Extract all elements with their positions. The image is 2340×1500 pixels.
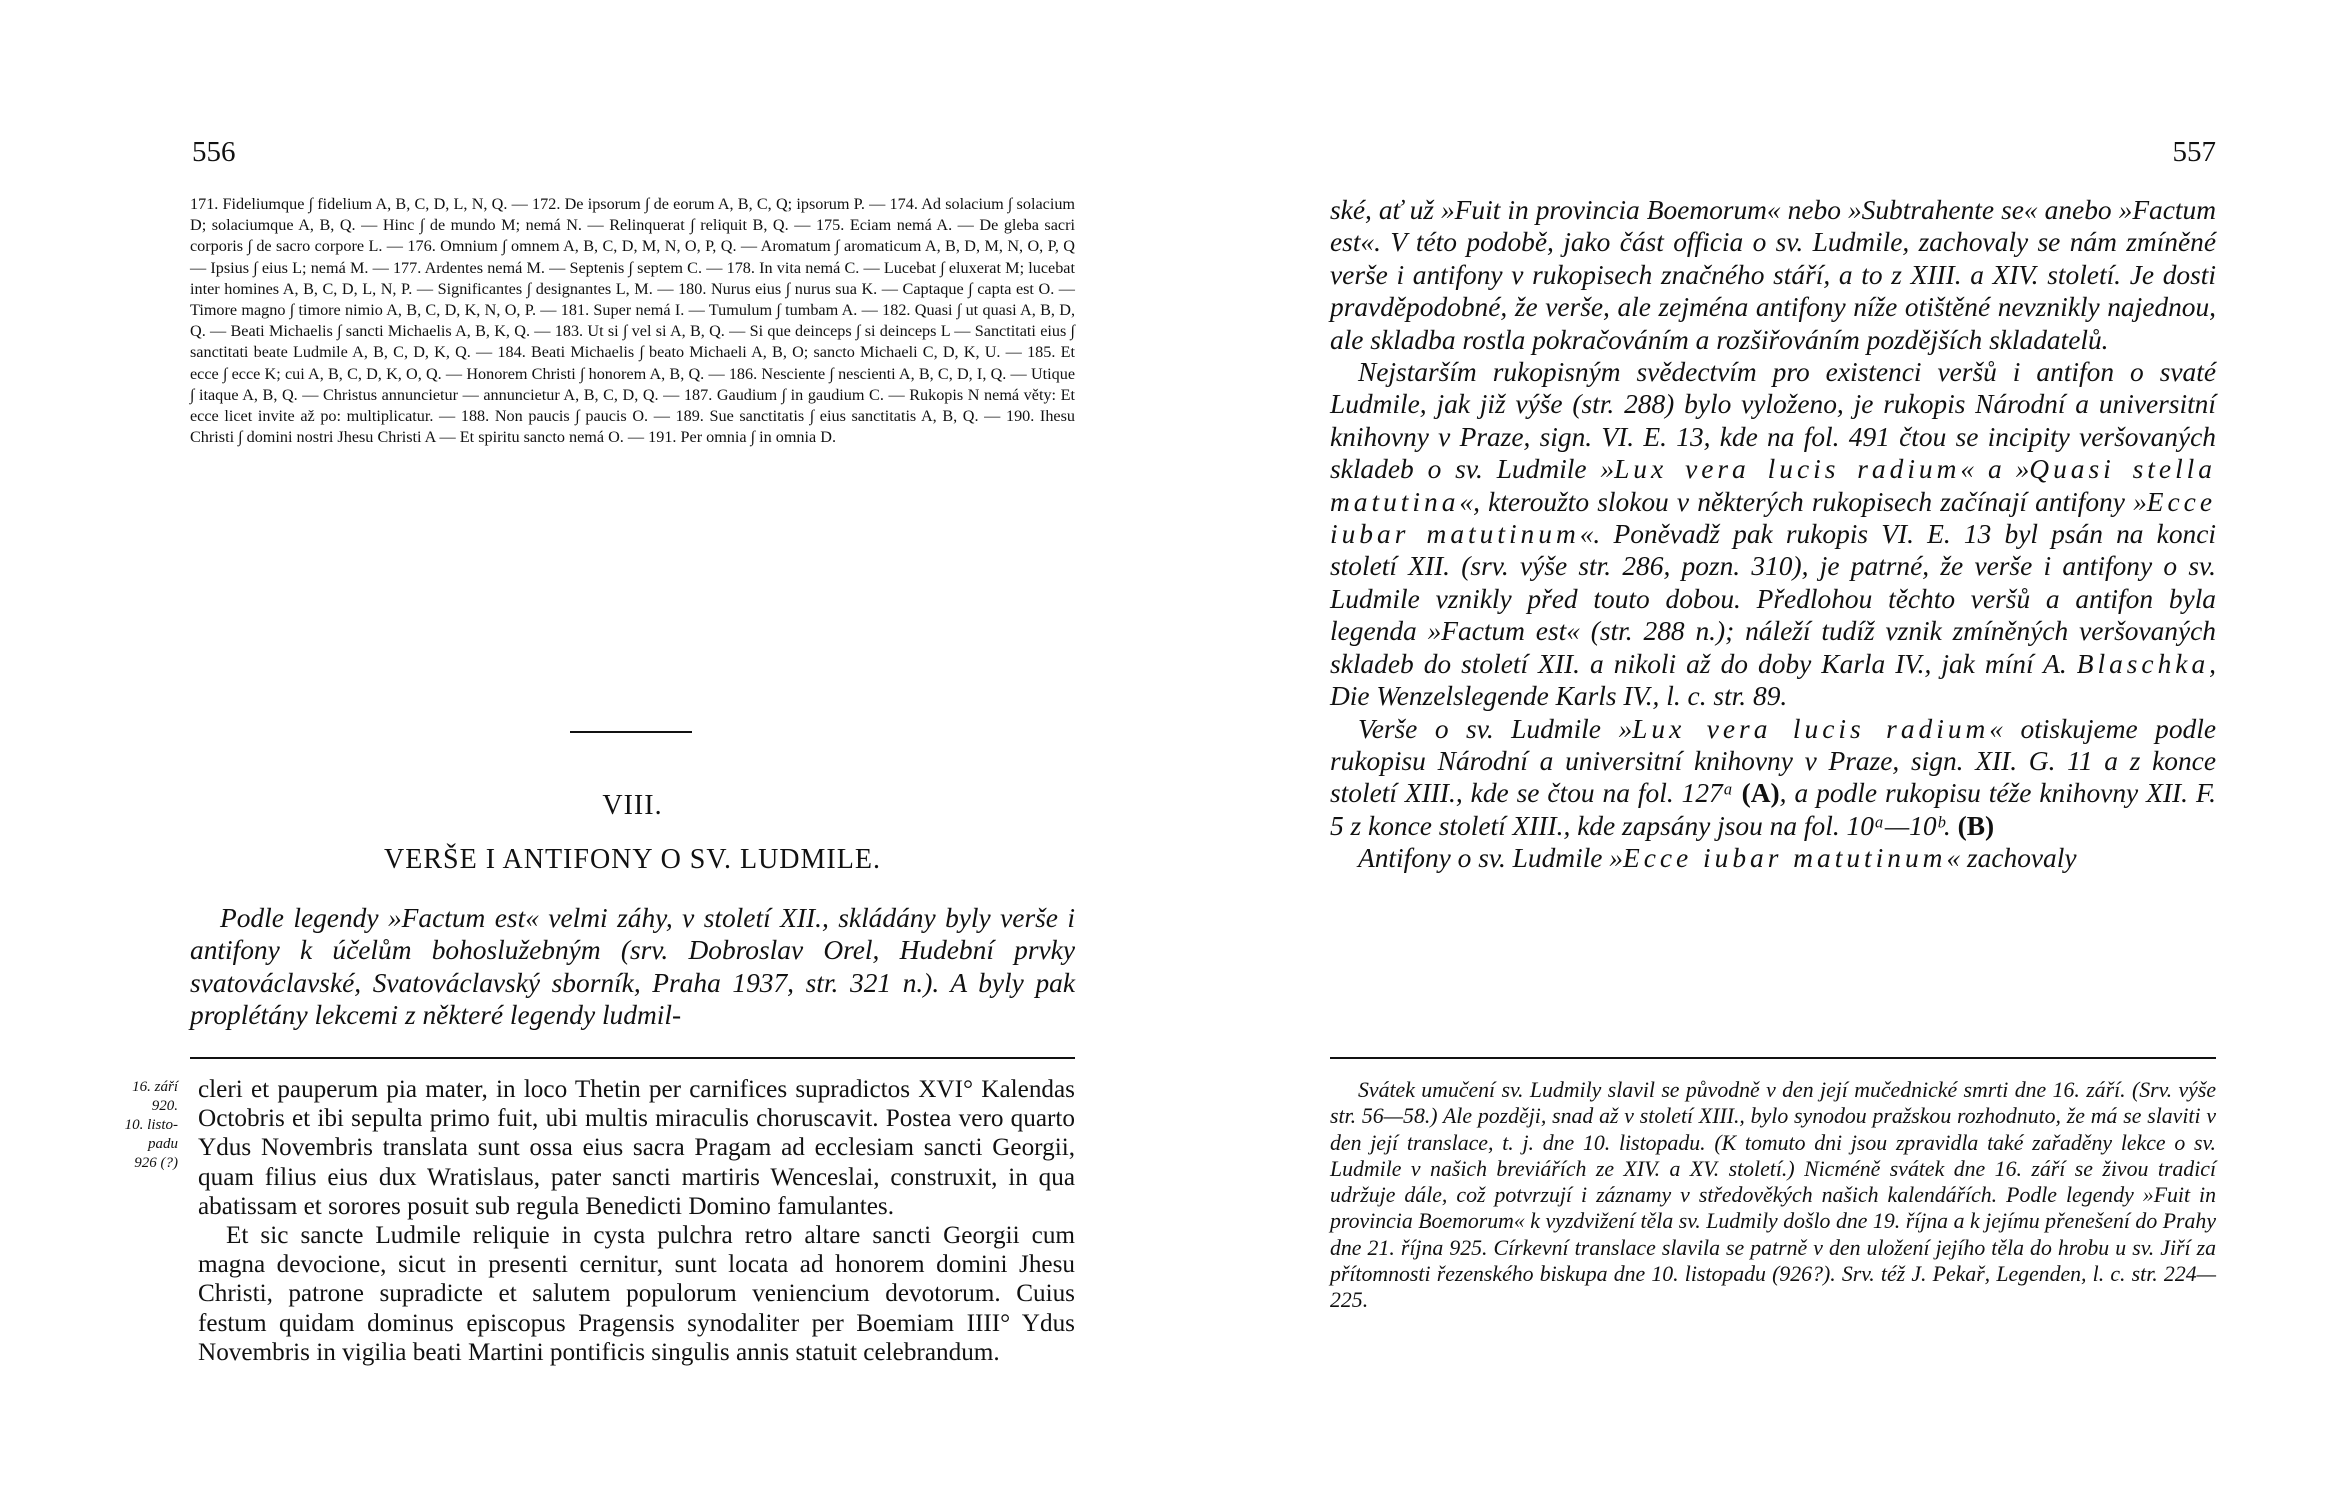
section-divider — [570, 731, 692, 733]
text-run: , Die Wenzelslegende Karls IV., l. c. str. 89. — [1330, 648, 2216, 712]
footnote-paragraph: Svátek umučení sv. Ludmily slavil se původně v den její mučednické smrti dne 16. září. (Srv. výše str. 56—58.) Ale později, snad až v století XIII., bylo synodou pražskou rozhodnuto, že má se slaviti v den její translace, t. j. dne 10. listopadu. (K tomuto dni jsou zpravidla také zařaděny lekce o sv. Ludmile v našich breviářích ze XIV. a XV. století.) Nicméně svátek dne 16. září se živou tradicí udržuje dále, což potvrzují i záznamy v středověkých našich kalendářích. Podle legendy »Fuit in provincia Boemorum« k vyzdvižení těla sv. Ludmily došlo dne 19. října a k jejímu přenešení do Prahy dne 21. října 925. Církevní translace slavila se patrně v den uložení jejího těla do hrobu u sv. Jiří za přítomnosti řezenského biskupa dne 10. listopadu (926?). Srv. též J. Pekař, Legenden, l. c. str. 224—225. — [1330, 1078, 2216, 1313]
spaced-incipit: Ecce iubar matutinum — [1330, 486, 2216, 550]
margin-note: 920. — [151, 1098, 178, 1114]
right-page — [1330, 0, 2216, 1500]
section-number: VIII. — [602, 790, 663, 821]
right-body-text — [1330, 194, 2216, 875]
margin-date-notes — [90, 1078, 178, 1173]
body-paragraph: ské, ať už »Fuit in provincia Boemorum« nebo »Subtrahente se« anebo »Factum est«. V této podobě, jako část officia o sv. Ludmile, zachovaly se nám zmíněné verše i antifony v rukopisech značného stáří, a to z XIII. a XIV. století. Je dosti pravděpodobné, že verše, ale zejména antifony níže otištěné nevznikly najednou, ale skladba rostla pokračováním a rozšiřováním pozdějších skladatelů. — [1330, 195, 2216, 355]
section-title: VERŠE I ANTIFONY O SV. LUDMILE. — [384, 844, 881, 875]
left-page — [124, 0, 1075, 1500]
spaced-incipit: Lux vera lucis radium — [1614, 454, 1961, 485]
footnote — [1330, 1077, 2216, 1314]
text-run: «, kteroužto slokou v některých rukopisech začínají antifony » — [1459, 486, 2147, 517]
text-run: Verše o sv. Ludmile » — [1358, 713, 1633, 744]
legend-paragraph: cleri et pauperum pia mater, in loco Thetin per carnifices supradictos XVI° Kalendas Octobris et ibi sepulta primo fuit, ubi multis miraculis choruscavit. Postea vero quarto Ydus Novembris translata sunt ossa eius sacra Pragam ad ecclesiam sancti Georgii, quam filius eius dux Wratislaus, pater sancti martiris Wenceslai, construxit, in qua abatissam et sorores posuit sub regula Benedicti Domino famulantes. — [198, 1076, 1075, 1220]
text-run: « otiskujeme podle rukopisu Národní a universitní knihovny v Praze, sign. XII. G. 11 a z konce století XIII., kde se čtou na fol. 127ᵃ — [1330, 713, 2216, 809]
body-paragraph — [1330, 356, 2216, 712]
margin-note: padu — [148, 1136, 178, 1152]
spaced-incipit: Ecce iubar matutinum — [1623, 843, 1947, 874]
margin-note: 10. listo- — [124, 1117, 178, 1133]
margin-note: 926 (?) — [134, 1155, 178, 1171]
text-run: « a » — [1960, 454, 2030, 485]
text-run: «. Poněvadž pak rukopis VI. E. 13 byl psán na konci století XII. (srv. výše str. 286, pozn. 310), je patrné, že verše i antifony o sv. Ludmile vznikly před touto dobou. Předlohou těchto veršů a antifon byla legenda »Factum est« (str. 288 n.); náleží tudíž vznik zmíněných veršovaných skladeb do století XII. a nikoli až do doby Karla IV., jak míní A. — [1330, 519, 2216, 679]
body-paragraph — [1330, 842, 2216, 874]
right-footnote-rule — [1330, 1057, 2216, 1059]
spaced-author: Blaschka — [2076, 648, 2210, 679]
left-text-rule — [190, 1057, 1075, 1059]
section-intro — [190, 902, 1075, 1032]
body-paragraph — [1330, 713, 2216, 843]
text-run: , a podle rukopisu téže knihovny XII. F. 5 z konce století XIII., kde zapsány jsou na fol. 10ᵃ—10ᵇ. — [1330, 778, 2216, 841]
critical-apparatus: 171. Fideliumque ∫ fidelium A, B, C, D, L, N, Q. — 172. De ipsorum ∫ de eorum A, B, C, Q; ipsorum P. — 174. Ad solacium ∫ solacium D; solaciumque A, B, Q. — Hinc ∫ de mundo M; nemá N. — Relinquerat ∫ reliquit B, Q. — 175. Eciam nemá A. — De gleba sacri corporis ∫ de sacro corpore L. — 176. Omnium ∫ omnem A, B, C, D, M, N, O, P, Q. — Aromatum ∫ aromaticum A, B, D, M, N, O, P, Q — Ipsius ∫ eius L; nemá M. — 177. Ardentes nemá M. — Septenis ∫ septem C. — 178. In vita nemá C. — Lucebat ∫ eluxerat M; lucebat inter homines A, B, C, D, L, N, P. — Significantes ∫ designantes L, M. — 180. Nurus eius ∫ nurus sua K. — Captaque ∫ capta est O. — Timore magno ∫ timore nimio A, B, C, D, K, N, O, P. — 181. Super nemá I. — Tumulum ∫ tumbam A. — 182. Quasi ∫ ut quasi A, B, D, Q. — Beati Michaelis ∫ sancti Michaelis A, B, K, Q. — 183. Ut si ∫ vel si A, B, Q. — Si que deinceps ∫ si deinceps L — Sanctitati eius ∫ sanctitati beate Ludmile A, B, C, D, K, Q. — 184. Beati Michaelis ∫ beato Michaeli A, B, O; sancto Michaeli C, D, K, U. — 185. Et ecce ∫ ecce K; cui A, B, C, D, K, O, Q. — Honorem Christi ∫ honorem A, B, Q. — 186. Nesciente ∫ nescienti A, B, C, D, I, Q. — Utique ∫ itaque A, B, Q. — Christus annuncietur — annuncietur A, B, C, D, Q. — 187. Gaudium ∫ in gaudium C. — Rukopis N nemá věty: Et ecce licet invite až po: multiplicatur. — 188. Non paucis ∫ paucis O. — 189. Sue sanctitatis ∫ eius sanctitatis A, B, Q. — 190. Ihesu Christi ∫ domini nostri Jhesu Christi A — Et spiritu sancto nemá O. — 191. Per omnia ∫ in omnia D. — [190, 195, 1075, 447]
spaced-incipit: Quasi stella matutina — [1330, 454, 2216, 517]
text-run: « zachovaly — [1946, 843, 2077, 874]
text-run: Nejstarším rukopisným svědectvím pro existenci veršů i antifon o svaté Ludmile, jak již výše (str. 288) bylo vyloženo, je rukopis Národní a universitní knihovny v Praze, sign. VI. E. 13, kde na fol. 491 čtou se incipity veršovaných skladeb o sv. Ludmile » — [1330, 357, 2216, 485]
siglum: (A) — [1741, 778, 1780, 809]
intro-paragraph: Podle legendy »Factum est« velmi záhy, v století XII., skládány byly verše i antifony k účelům bohoslužebným (srv. Dobroslav Orel, Hudební prvky svatováclavské, Svatováclavský sborník, Praha 1937, str. 321 n.). A byly pak proplétány lekcemi z některé legendy ludmil- — [190, 903, 1075, 1031]
text-run: Antifony o sv. Ludmile » — [1358, 843, 1623, 874]
right-page-number: 557 — [2172, 136, 2216, 168]
spaced-incipit: Lux vera lucis radium — [1632, 713, 1990, 744]
legend-paragraph: Et sic sancte Ludmile reliquie in cysta pulchra retro altare sancti Georgii cum magna devocione, sicut in presenti cernitur, sunt locata ad honorem domini Jhesu Christi, patrone supradicte et salutem populorum veniencium devotorum. Cuius festum quidam dominus episcopus Pragensis synodaliter per Boemiam IIII° Ydus Novembris in vigilia beati Martini pontificis singulis annis statuit celebrandum. — [198, 1222, 1075, 1366]
legend-latin-text — [198, 1075, 1075, 1367]
left-page-number: 556 — [192, 136, 236, 168]
siglum: (B) — [1957, 810, 1995, 841]
margin-note: 16. září — [132, 1079, 178, 1095]
